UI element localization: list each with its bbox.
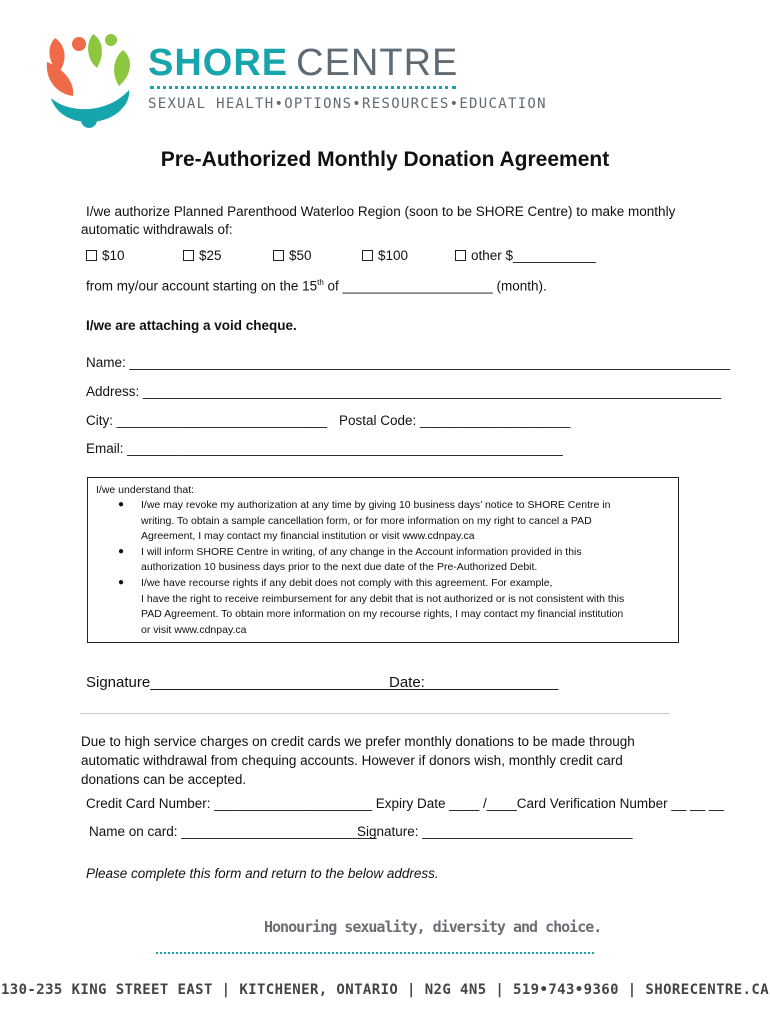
- intro-line-1: I/we authorize Planned Parenthood Waterloo Region (soon to be SHORE Centre) to make monthly: [86, 204, 676, 219]
- shore-centre-logo-icon: [45, 32, 137, 130]
- terms-bullet-1-line-1: I/we may revoke my authorization at any time by giving 10 business days’ notice to SHORE Centre in: [141, 499, 611, 511]
- terms-bullet-3-line-3: PAD Agreement. To obtain more information on my recourse rights, I may contact my financial institution: [141, 608, 624, 621]
- terms-heading: I/we understand that:: [96, 484, 195, 496]
- address-field[interactable]: Address: _____________________________________________________________________________: [86, 384, 722, 399]
- brand-secondary: CENTRE: [296, 42, 459, 84]
- start-ordinal: th: [317, 278, 324, 287]
- logo-green-dot: [105, 34, 117, 46]
- amount-option-25[interactable]: [183, 246, 222, 265]
- brand-divider: [150, 86, 456, 89]
- city-field[interactable]: City: ____________________________: [86, 413, 327, 428]
- terms-bullet-3-line-2: I have the right to receive reimbursement for any debit that is not authorized or is not consistent with this: [141, 592, 625, 605]
- amount-label: $25: [199, 248, 222, 263]
- terms-bullet-2-line-1: I will inform SHORE Centre in writing, of any change in the Account information provided in this: [141, 545, 582, 558]
- terms-bullet-2-line-2: authorization 10 business days prior to the next due date of the Pre-Authorized Debit.: [141, 561, 538, 574]
- credit-note-line-3: donations can be accepted.: [81, 772, 247, 787]
- logo-orange-dot: [72, 37, 86, 51]
- start-text: from my/our account starting on the 15: [86, 278, 318, 294]
- brand-name: [148, 44, 458, 82]
- checkbox-icon[interactable]: [183, 250, 194, 261]
- amount-label: $50: [289, 248, 312, 263]
- bullet-icon: ●: [118, 545, 125, 557]
- void-cheque-note: I/we are attaching a void cheque.: [86, 318, 297, 333]
- footer-motto: Honouring sexuality, diversity and choice.: [264, 918, 602, 936]
- section-divider: [80, 713, 670, 714]
- date-field[interactable]: Date:________________: [389, 674, 559, 691]
- logo-green-leaf-upper: [88, 34, 102, 68]
- brand-primary: SHORE: [148, 42, 289, 84]
- terms-bullet-1-line-2: writing. To obtain a sample cancellation form, or for more information on my right to cancel a PAD: [141, 514, 592, 527]
- credit-note-line-1: Due to high service charges on credit cards we prefer monthly donations to be made through: [81, 734, 635, 749]
- terms-bullet-3-line-4: or visit www.cdnpay.ca: [141, 623, 247, 636]
- amount-option-100[interactable]: [362, 246, 408, 265]
- start-date-line[interactable]: [86, 273, 547, 296]
- return-instructions: Please complete this form and return to the below address.: [86, 866, 439, 881]
- terms-bullet-3-line-1: I/we have recourse rights if any debit does not comply with this agreement. For example,: [141, 577, 553, 589]
- amount-option-10[interactable]: [86, 246, 125, 265]
- intro-line-2: automatic withdrawals of:: [81, 222, 233, 237]
- signature-field[interactable]: Signature_________________________________: [86, 674, 426, 691]
- amount-option-50[interactable]: [273, 246, 312, 265]
- postal-code-field[interactable]: Postal Code: ____________________: [339, 413, 571, 428]
- start-month-blank: of ____________________ (month).: [323, 278, 547, 294]
- checkbox-icon[interactable]: [86, 250, 97, 261]
- name-field[interactable]: Name: ________________________________________________________________________________: [86, 355, 731, 370]
- credit-card-number-field[interactable]: Credit Card Number: _____________________ Expiry Date ____ /____Card Verification Number __ __ __: [86, 796, 724, 811]
- terms-box: [87, 477, 679, 643]
- email-field[interactable]: Email: __________________________________________________________: [86, 441, 563, 456]
- terms-bullet-1-line-3: Agreement, I may contact my financial institution or visit www.cdnpay.ca: [141, 530, 475, 543]
- footer-address: 130-235 KING STREET EAST | KITCHENER, ONTARIO | N2G 4N5 | 519•743•9360 | SHORECENTRE.CA: [0, 982, 770, 998]
- amount-label: $10: [102, 248, 125, 263]
- bullet-icon: ●: [118, 577, 125, 588]
- amount-label: $100: [378, 248, 409, 263]
- checkbox-icon[interactable]: [455, 250, 466, 261]
- logo-green-leaf-right: [114, 50, 130, 86]
- card-signature-field[interactable]: Signature: ____________________________: [357, 824, 633, 839]
- footer-divider: [156, 952, 594, 954]
- checkbox-icon[interactable]: [362, 250, 373, 261]
- amount-label: other $___________: [471, 248, 596, 263]
- name-on-card-field[interactable]: Name on card: __________________________: [89, 824, 377, 839]
- checkbox-icon[interactable]: [273, 250, 284, 261]
- logo-teal-dot: [81, 112, 97, 128]
- amount-option-other[interactable]: [455, 246, 596, 265]
- bullet-icon: ●: [118, 499, 125, 510]
- page-title: Pre-Authorized Monthly Donation Agreement: [160, 148, 610, 171]
- credit-note-line-2: automatic withdrawal from chequing accounts. However if donors wish, monthly credit card: [81, 753, 623, 768]
- brand-tagline: SEXUAL HEALTH•OPTIONS•RESOURCES•EDUCATION: [148, 96, 547, 112]
